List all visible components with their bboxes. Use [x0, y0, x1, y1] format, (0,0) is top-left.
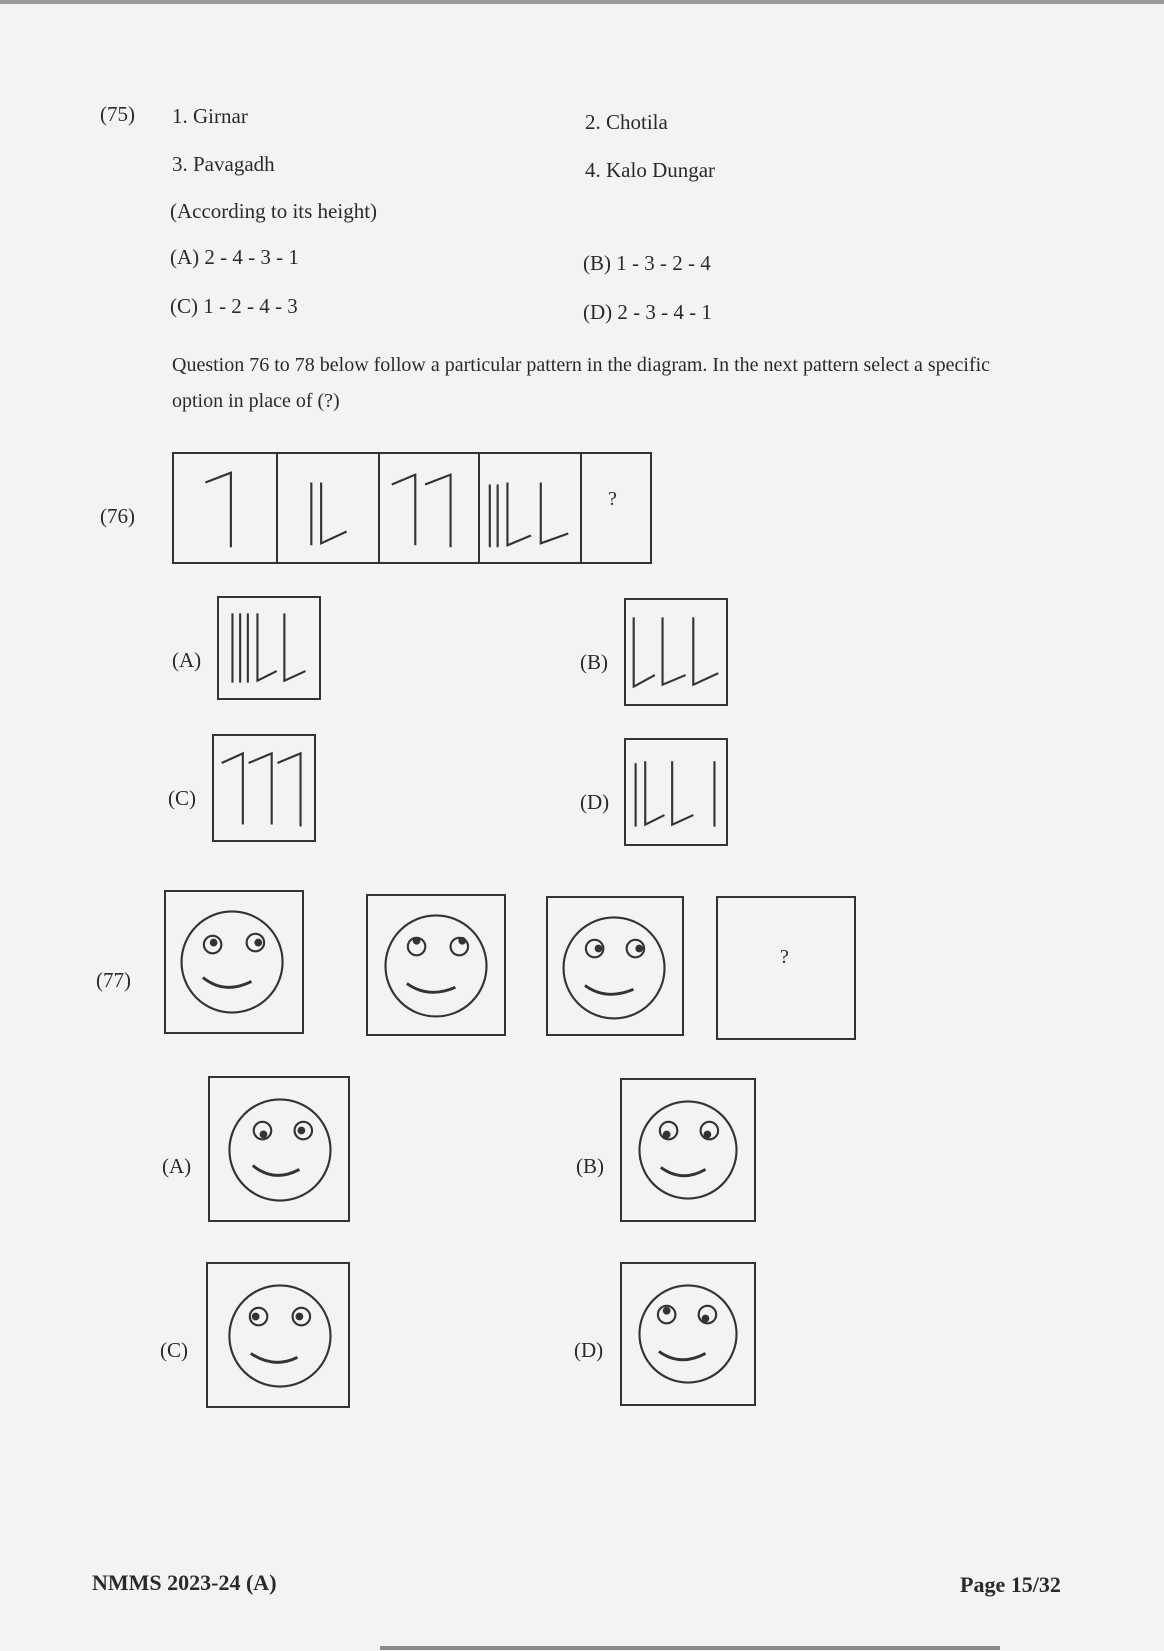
q76-pattern-strip — [172, 452, 652, 564]
q75-item-4: 4. Kalo Dungar — [585, 158, 716, 182]
q75-item-1: 1. Girnar — [172, 104, 248, 128]
q75-option-a[interactable]: (A) 2 - 4 - 3 - 1 — [170, 245, 299, 269]
page-bottom-edge — [380, 1646, 1000, 1650]
q76-figure-4 — [480, 454, 582, 562]
page-top-edge — [0, 0, 1164, 4]
intro-line-1: Question 76 to 78 below follow a particular pattern in the diagram. In the next pattern select a specific — [172, 354, 991, 376]
footer-page-number: Page 15/32 — [960, 1572, 1061, 1597]
q77-figure-unknown — [716, 896, 856, 1040]
q77-option-d-label: (D) — [574, 1338, 604, 1362]
q77-option-a-figure[interactable] — [208, 1076, 350, 1222]
q76-option-b-label: (B) — [580, 650, 608, 674]
q76-figure-2 — [278, 454, 380, 562]
q75-item-2: 2. Chotila — [585, 110, 668, 134]
q76-option-c-label: (C) — [168, 786, 196, 810]
q77-question-mark: ? — [780, 946, 789, 968]
q77-option-b-label: (B) — [576, 1154, 604, 1178]
q77-figure-2 — [366, 894, 506, 1036]
q76-option-d-figure[interactable] — [624, 738, 728, 846]
q75-number: (75) — [100, 102, 135, 126]
q76-option-a-figure[interactable] — [217, 596, 321, 700]
q76-option-c-figure[interactable] — [212, 734, 316, 842]
q75-option-d[interactable]: (D) 2 - 3 - 4 - 1 — [583, 300, 712, 324]
q75-instruction: (According to its height) — [170, 199, 378, 223]
intro-line-2: option in place of (?) — [172, 390, 340, 412]
q76-figure-unknown — [582, 454, 650, 562]
q76-option-b-figure[interactable] — [624, 598, 728, 706]
q77-option-d-figure[interactable] — [620, 1262, 756, 1406]
q76-question-mark: ? — [608, 488, 617, 510]
q75-option-b[interactable]: (B) 1 - 3 - 2 - 4 — [583, 251, 711, 275]
q77-number: (77) — [96, 968, 131, 992]
q75-option-c[interactable]: (C) 1 - 2 - 4 - 3 — [170, 294, 298, 318]
q77-option-c-figure[interactable] — [206, 1262, 350, 1408]
q77-option-c-label: (C) — [160, 1338, 188, 1362]
q75-item-3: 3. Pavagadh — [172, 152, 275, 176]
q76-figure-3 — [380, 454, 480, 562]
q76-option-d-label: (D) — [580, 790, 610, 814]
q76-figure-1 — [174, 454, 278, 562]
q76-number: (76) — [100, 504, 135, 528]
q77-option-b-figure[interactable] — [620, 1078, 756, 1222]
footer-exam-code: NMMS 2023-24 (A) — [92, 1570, 277, 1595]
q76-option-a-label: (A) — [172, 648, 202, 672]
q77-option-a-label: (A) — [162, 1154, 192, 1178]
q77-figure-3 — [546, 896, 684, 1036]
q77-figure-1 — [164, 890, 304, 1034]
